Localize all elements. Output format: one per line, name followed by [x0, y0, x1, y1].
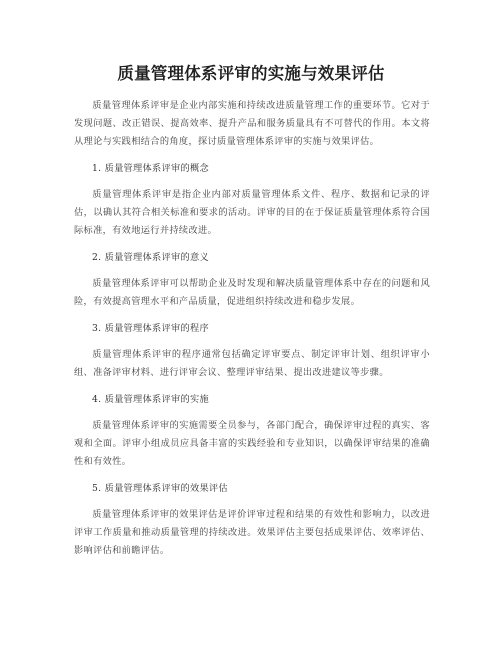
- document-body: [74, 97, 430, 569]
- section-heading-concept: 1. 质量管理体系评审的概念: [92, 163, 209, 174]
- section-heading-procedure: 3. 质量管理体系评审的程序: [92, 323, 209, 334]
- section-body-concept: 质量管理体系评审是指企业内部对质量管理体系文件、程序、数据和记录的评估，以确认其符合相关标准和要求的活动。评审的目的在于保证质量管理体系符合国际标准，有效地运行并持续改进。: [74, 189, 430, 236]
- document-title: 质量管理体系评审的实施与效果评估: [117, 64, 385, 83]
- section-body-significance: 质量管理体系评审可以帮助企业及时发现和解决质量管理体系中存在的问题和风险，有效提高管理水平和产品质量，促进组织持续改进和稳步发展。: [74, 278, 430, 307]
- section-heading-significance: 2. 质量管理体系评审的意义: [92, 252, 209, 263]
- section-heading-implementation: 4. 质量管理体系评审的实施: [92, 394, 209, 405]
- intro-paragraph: 质量管理体系评审是企业内部实施和持续改进质量管理工作的重要环节。它对于发现问题、改正错误、提高效率、提升产品和服务质量具有不可替代的作用。本文将从理论与实践相结合的角度，探讨质量管理体系评审的实施与效果评估。: [74, 100, 430, 147]
- section-heading-evaluation: 5. 质量管理体系评审的效果评估: [92, 483, 228, 494]
- section-body-evaluation: 质量管理体系评审的效果评估是评价评审过程和结果的有效性和影响力，以改进评审工作质量和推动质量管理的持续改进。效果评估主要包括成果评估、效率评估、影响评估和前瞻评估。: [74, 509, 430, 556]
- section-body-implementation: 质量管理体系评审的实施需要全员参与，各部门配合，确保评审过程的真实、客观和全面。评审小组成员应具备丰富的实践经验和专业知识，以确保评审结果的准确性和有效性。: [74, 420, 430, 467]
- section-body-procedure: 质量管理体系评审的程序通常包括确定评审要点、制定评审计划、组织评审小组、准备评审材料、进行评审会议、整理评审结果、提出改进建议等步骤。: [74, 349, 430, 378]
